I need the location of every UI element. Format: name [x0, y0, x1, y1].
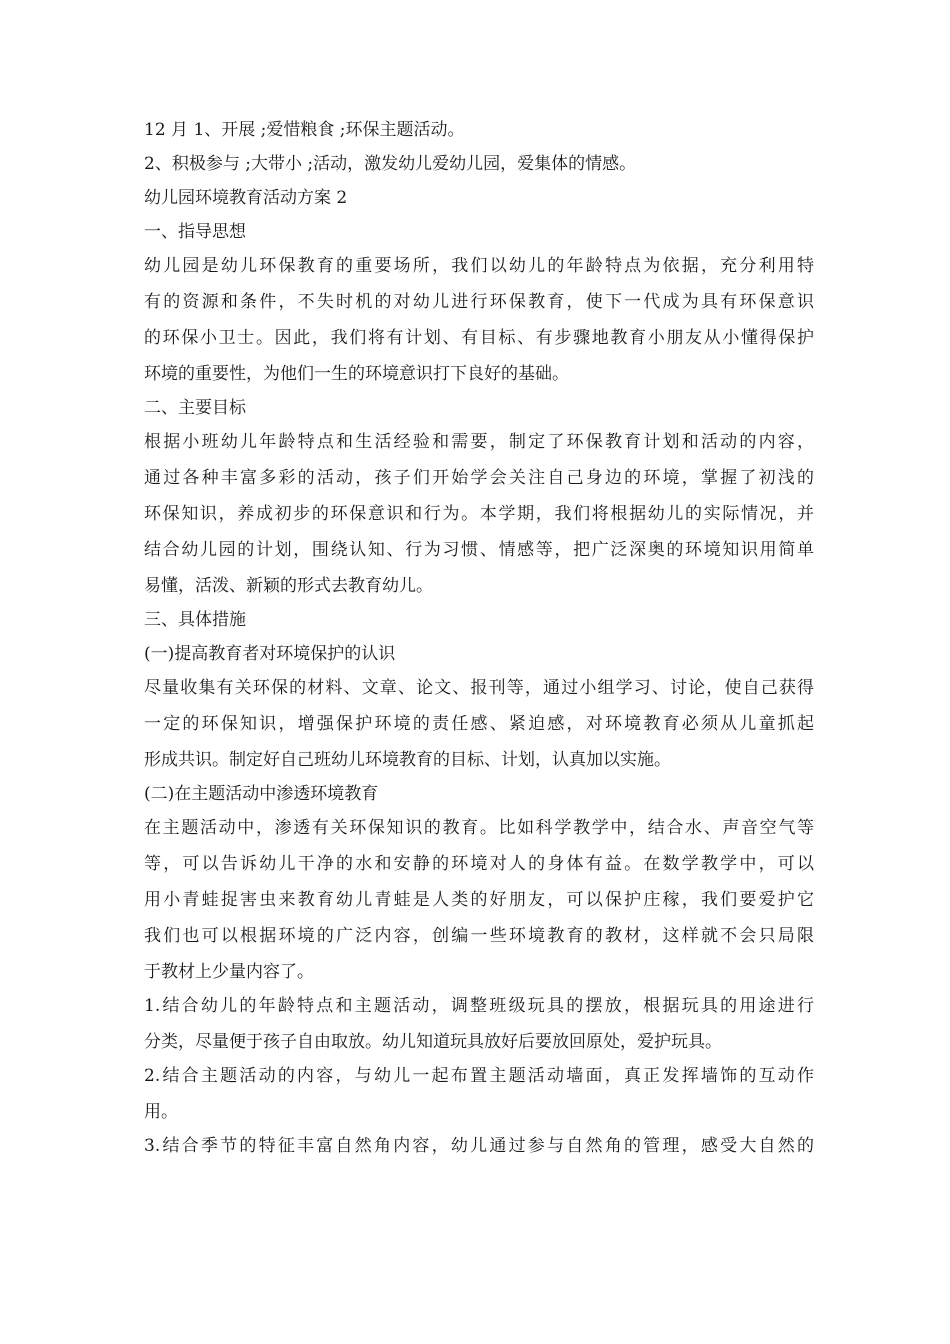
text-line: 环保知识，养成初步的环保意识和行为。本学期，我们将根据幼儿的实际情况，并 [144, 504, 814, 524]
text-line: 我们也可以根据环境的广泛内容，创编一些环境教育的教材，这样就不会只局限 [144, 926, 814, 946]
text-line: 形成共识。制定好自己班幼儿环境教育的目标、计划，认真加以实施。 [144, 750, 671, 770]
text-line: 环境的重要性，为他们一生的环境意识打下良好的基础。 [144, 364, 569, 384]
heading-line: 一、指导思想 [144, 222, 246, 242]
text-line: 根据小班幼儿年龄特点和生活经验和需要，制定了环保教育计划和活动的内容， [144, 432, 814, 452]
text-line: 1.结合幼儿的年龄特点和主题活动，调整班级玩具的摆放，根据玩具的用途进行 [144, 996, 814, 1016]
text-line: 一定的环保知识，增强保护环境的责任感、紧迫感，对环境教育必须从儿童抓起 [144, 714, 814, 734]
text-line: 通过各种丰富多彩的活动，孩子们开始学会关注自己身边的环境，掌握了初浅的 [144, 468, 814, 488]
text-line: 分类，尽量便于孩子自由取放。幼儿知道玩具放好后要放回原处，爱护玩具。 [144, 1032, 722, 1052]
heading-line: 2、积极参与 ;大带小 ;活动，激发幼儿爱幼儿园，爱集体的情感。 [144, 154, 637, 174]
text-line: 于教材上少量内容了。 [144, 962, 314, 982]
text-line: 有的资源和条件，不失时机的对幼儿进行环保教育，使下一代成为具有环保意识 [144, 292, 814, 312]
heading-line: (一)提高教育者对环境保护的认识 [144, 644, 396, 664]
text-line: 3.结合季节的特征丰富自然角内容，幼儿通过参与自然角的管理，感受大自然的 [144, 1136, 814, 1156]
text-line: 等，可以告诉幼儿干净的水和安静的环境对人的身体有益。在数学教学中，可以 [144, 854, 814, 874]
text-line: 用。 [144, 1102, 178, 1122]
heading-line: 幼儿园环境教育活动方案 2 [144, 188, 348, 208]
text-line: 尽量收集有关环保的材料、文章、论文、报刊等，通过小组学习、讨论，使自己获得 [144, 678, 814, 698]
text-line: 幼儿园是幼儿环保教育的重要场所，我们以幼儿的年龄特点为依据，充分利用特 [144, 256, 814, 276]
text-line: 在主题活动中，渗透有关环保知识的教育。比如科学教学中，结合水、声音空气等 [144, 818, 814, 838]
text-line: 易懂，活泼、新颖的形式去教育幼儿。 [144, 576, 433, 596]
heading-line: 二、主要目标 [144, 398, 246, 418]
text-line: 2.结合主题活动的内容，与幼儿一起布置主题活动墙面，真正发挥墙饰的互动作 [144, 1066, 814, 1086]
heading-line: 12 月 1、开展 ;爱惜粮食 ;环保主题活动。 [144, 120, 465, 140]
text-line: 结合幼儿园的计划，围绕认知、行为习惯、情感等，把广泛深奥的环境知识用简单 [144, 540, 814, 560]
text-line: 的环保小卫士。因此，我们将有计划、有目标、有步骤地教育小朋友从小懂得保护 [144, 328, 814, 348]
text-line: 用小青蛙捉害虫来教育幼儿青蛙是人类的好朋友，可以保护庄稼，我们要爱护它 [144, 890, 814, 910]
document-body [144, 120, 814, 1172]
heading-line: (二)在主题活动中渗透环境教育 [144, 784, 379, 804]
heading-line: 三、具体措施 [144, 610, 246, 630]
